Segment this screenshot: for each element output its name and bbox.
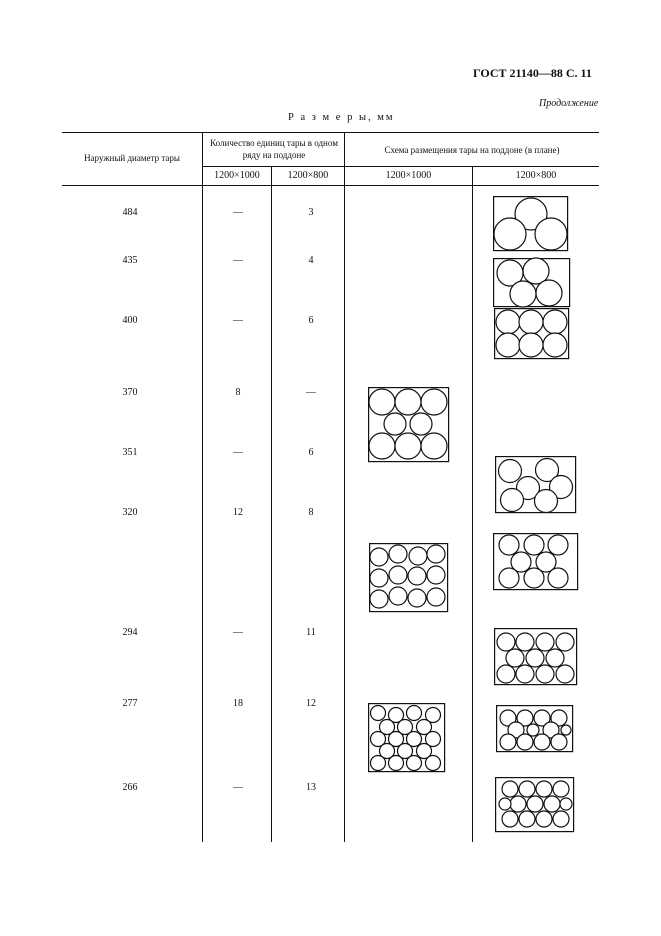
- count-1200x1000-cell: 12: [233, 507, 243, 518]
- pallet-layout-277-1200x1000: [368, 703, 446, 773]
- pallet-layout-320-1200x800: [493, 533, 579, 591]
- table-top-rule: [62, 132, 599, 133]
- count-1200x800-cell: 6: [308, 315, 314, 326]
- diameter-cell: 400: [122, 315, 138, 326]
- count-1200x800-cell: —: [306, 387, 316, 398]
- column-header-scheme: Схема размещения тары на поддоне (в плане): [384, 145, 560, 155]
- diameter-cell: 266: [122, 782, 138, 793]
- count-1200x1000-cell: 18: [233, 698, 243, 709]
- pallet-layout-266-1200x800: [495, 777, 575, 833]
- header-bottom-rule: [62, 185, 599, 186]
- vertical-rule-3: [344, 132, 345, 842]
- subheader-count-1200x1000: 1200×1000: [214, 170, 260, 181]
- pallet-layout-277-1200x800: [496, 705, 574, 753]
- pallet-layout-435-1200x800: [493, 258, 571, 308]
- vertical-rule-4: [472, 166, 473, 842]
- pallet-layout-484-1200x800: [493, 196, 569, 252]
- pallet-layout-320-1200x1000: [369, 543, 449, 613]
- count-1200x1000-cell: —: [233, 207, 243, 218]
- diameter-cell: 484: [122, 207, 138, 218]
- pallet-layout-294-1200x800: [494, 628, 578, 686]
- pallet-layout-400-1200x800: [494, 308, 570, 360]
- count-1200x1000-cell: —: [233, 255, 243, 266]
- column-header-count: Количество единиц тары в одном ряду на поддоне: [210, 138, 338, 160]
- pallet-layout-351-1200x800: [495, 456, 577, 514]
- standard-header: ГОСТ 21140—88 С. 11: [473, 66, 592, 80]
- count-1200x1000-cell: —: [233, 447, 243, 458]
- continuation-label: Продолжение: [539, 98, 599, 109]
- diameter-cell: 370: [122, 387, 138, 398]
- pallet-layout-370-1200x1000: [368, 387, 450, 463]
- count-1200x800-cell: 8: [308, 507, 314, 518]
- subheader-scheme-1200x1000: 1200×1000: [385, 170, 432, 181]
- count-1200x1000-cell: —: [233, 627, 243, 638]
- diameter-cell: 351: [122, 447, 138, 458]
- count-1200x800-cell: 11: [306, 627, 316, 638]
- count-1200x800-cell: 6: [308, 447, 314, 458]
- count-1200x1000-cell: 8: [235, 387, 241, 398]
- count-1200x800-cell: 4: [308, 255, 314, 266]
- subheader-count-1200x800: 1200×800: [287, 170, 329, 181]
- column-header-diameter: Наружный диаметр тары: [84, 153, 180, 163]
- subheader-scheme-1200x800: 1200×800: [515, 170, 557, 181]
- table-caption: Р а з м е р ы, мм: [288, 112, 395, 123]
- count-1200x1000-cell: —: [233, 782, 243, 793]
- subheader-rule: [203, 166, 599, 167]
- diameter-cell: 294: [122, 627, 138, 638]
- count-1200x800-cell: 3: [308, 207, 314, 218]
- vertical-rule-2: [271, 166, 272, 842]
- diameter-cell: 320: [122, 507, 138, 518]
- vertical-rule-1: [202, 132, 203, 842]
- diameter-cell: 277: [122, 698, 138, 709]
- diameter-cell: 435: [122, 255, 138, 266]
- count-1200x1000-cell: —: [233, 315, 243, 326]
- count-1200x800-cell: 12: [306, 698, 316, 709]
- count-1200x800-cell: 13: [306, 782, 316, 793]
